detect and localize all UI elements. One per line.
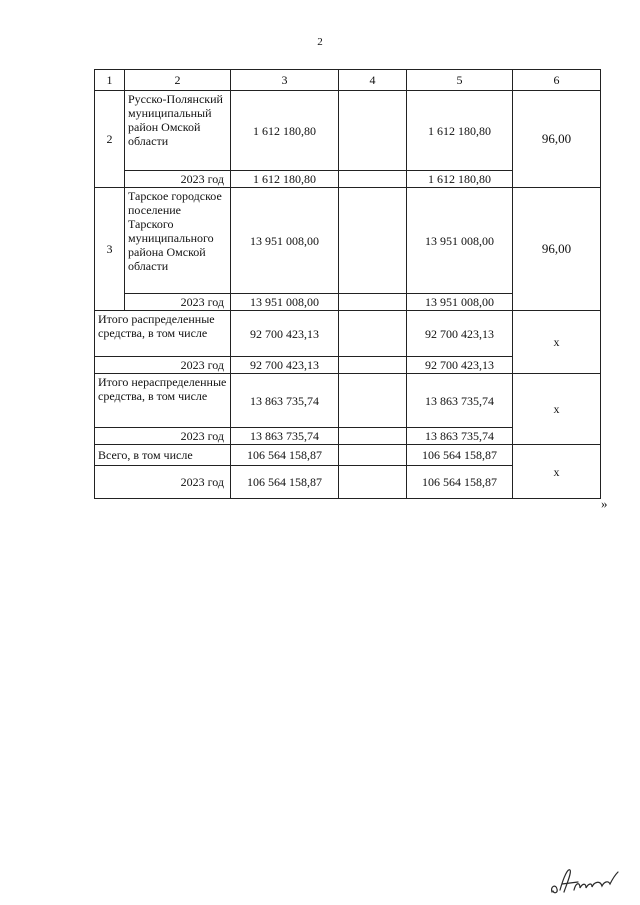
amount-cell: 13 863 735,74 [231, 374, 339, 428]
header-cell: 6 [513, 70, 601, 91]
amount-cell: 13 951 008,00 [407, 188, 513, 294]
amount-cell [339, 311, 407, 357]
subtotal-label: Итого распределенные средства, в том числе [95, 311, 231, 357]
table-row-subtotal [95, 374, 601, 428]
amount-cell: 13 951 008,00 [407, 294, 513, 311]
header-cell: 4 [339, 70, 407, 91]
amount-cell [339, 466, 407, 499]
amount-cell: 1 612 180,80 [231, 91, 339, 171]
amount-cell: 106 564 158,87 [407, 466, 513, 499]
amount-cell [339, 428, 407, 445]
amount-cell: 13 951 008,00 [231, 188, 339, 294]
amount-cell: 13 863 735,74 [407, 428, 513, 445]
row-number: 3 [95, 188, 125, 311]
percent-cell: 96,00 [513, 91, 601, 188]
x-mark-cell: х [513, 445, 601, 499]
page-number: 2 [317, 36, 323, 48]
amount-cell: 92 700 423,13 [407, 311, 513, 357]
table-header-row [95, 70, 601, 91]
row-number: 2 [95, 91, 125, 188]
amount-cell: 13 951 008,00 [231, 294, 339, 311]
header-cell: 3 [231, 70, 339, 91]
amount-cell: 106 564 158,87 [407, 445, 513, 466]
amount-cell: 106 564 158,87 [231, 445, 339, 466]
amount-cell [339, 188, 407, 294]
amount-cell: 106 564 158,87 [231, 466, 339, 499]
recipient-name: Русско-Полянский муниципальный район Омской области [125, 91, 231, 171]
amount-cell [339, 445, 407, 466]
total-label: Всего, в том числе [95, 445, 231, 466]
header-cell: 1 [95, 70, 125, 91]
header-cell: 5 [407, 70, 513, 91]
year-label: 2023 год [95, 428, 231, 445]
table-row [95, 188, 601, 294]
amount-cell: 92 700 423,13 [231, 311, 339, 357]
amount-cell: 1 612 180,80 [407, 91, 513, 171]
signature-mark [548, 862, 620, 896]
amount-cell: 92 700 423,13 [231, 357, 339, 374]
year-label: 2023 год [125, 171, 231, 188]
x-mark-cell: х [513, 374, 601, 445]
amount-cell [339, 374, 407, 428]
amount-cell: 1 612 180,80 [231, 171, 339, 188]
amount-cell: 13 863 735,74 [407, 374, 513, 428]
amount-cell [339, 357, 407, 374]
table-row [95, 91, 601, 171]
allocation-table [94, 69, 601, 499]
amount-cell: 13 863 735,74 [231, 428, 339, 445]
amount-cell [339, 171, 407, 188]
subtotal-label: Итого нераспределенные средства, в том числе [95, 374, 231, 428]
table-row-total [95, 445, 601, 466]
year-label: 2023 год [95, 357, 231, 374]
header-cell: 2 [125, 70, 231, 91]
amount-cell: 92 700 423,13 [407, 357, 513, 374]
year-label: 2023 год [125, 294, 231, 311]
percent-cell: 96,00 [513, 188, 601, 311]
x-mark-cell: х [513, 311, 601, 374]
year-label: 2023 год [95, 466, 231, 499]
amount-cell [339, 91, 407, 171]
amount-cell: 1 612 180,80 [407, 171, 513, 188]
amount-cell [339, 294, 407, 311]
closing-quote: » [601, 496, 608, 511]
table-row-subtotal [95, 311, 601, 357]
recipient-name: Тарское городское поселение Тарского муниципального района Омской области [125, 188, 231, 294]
